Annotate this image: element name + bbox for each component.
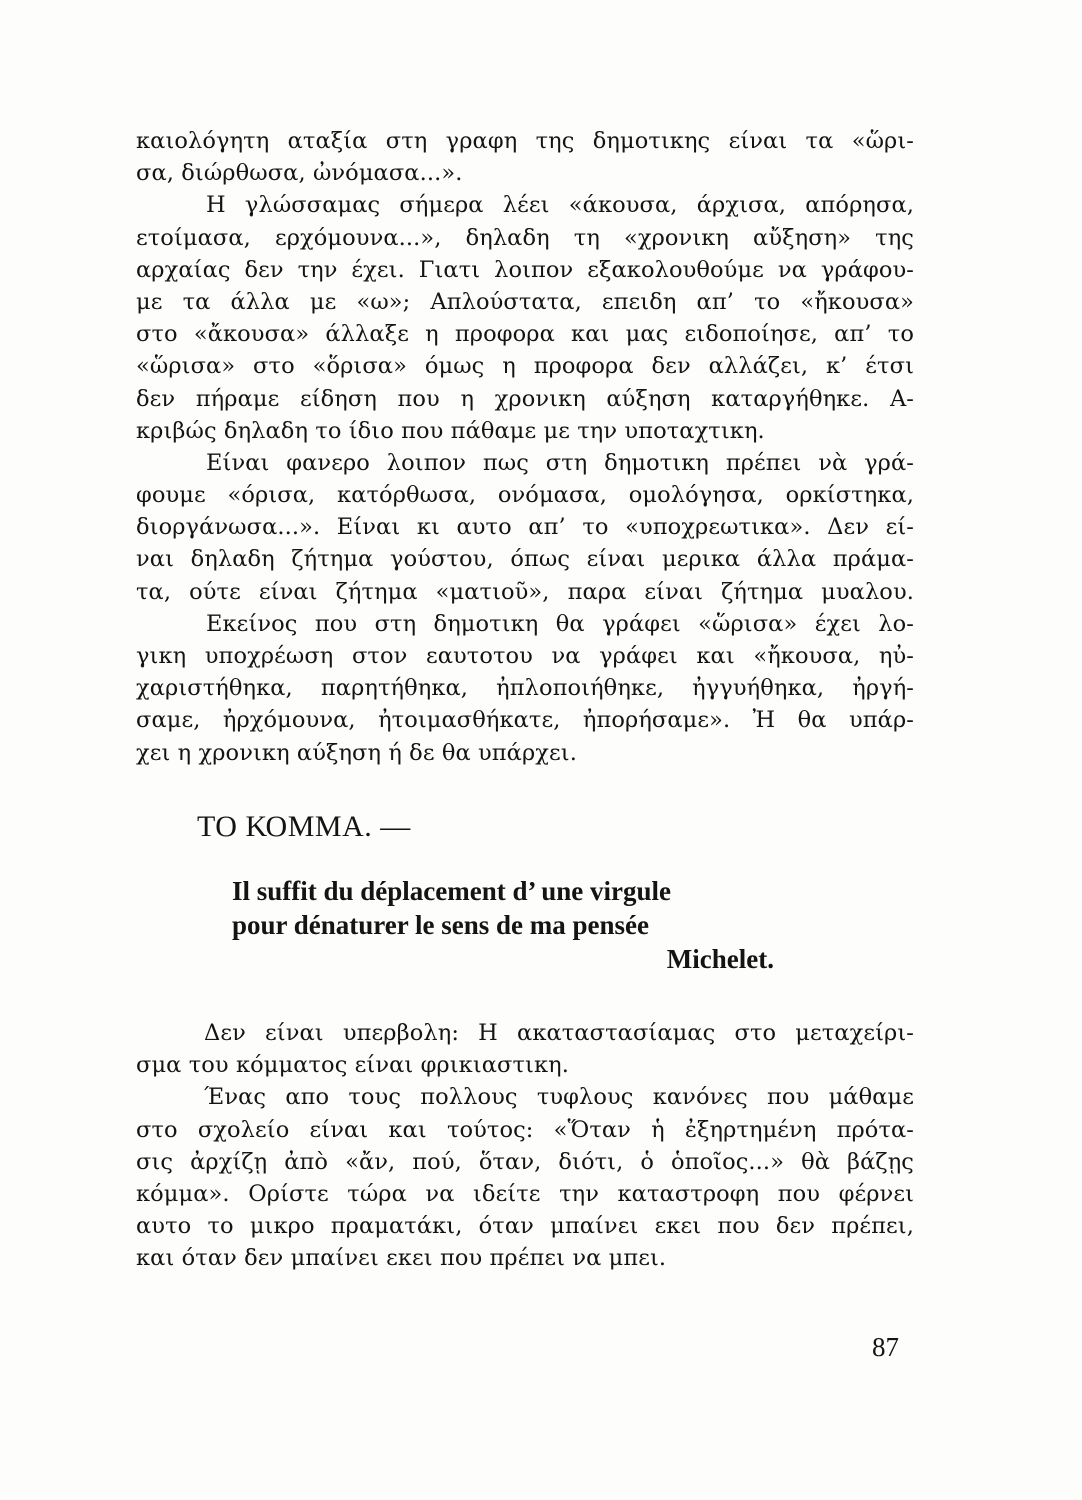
text-line: Δεν είναι υπερβολη: Η ακαταστασίαμας στο μεταχείρι- (204, 1020, 914, 1046)
text-line: φουμε «όρισα, κατόρθωσα, ονόμασα, ομολόγησα, ορκίστηκα, (136, 482, 914, 509)
text-line: στο «ἄκουσα» άλλαξε η προφορα και μας ειδοποίησε, απ’ το (136, 321, 914, 348)
section-heading: ΤΟ ΚΟΜΜΑ. — (197, 810, 411, 843)
text-line: ναι δηλαδη ζήτημα γούστου, όπως είναι μερικα άλλα πράμα- (136, 546, 914, 573)
text-line: καιολόγητη αταξία στη γραφη της δημοτικης είναι τα «ὥρι- (136, 128, 914, 154)
text-line: Ένας απο τους πολλους τυφλους κανόνες που μάθαμε (204, 1084, 914, 1111)
text-line: με τα άλλα με «ω»; Απλούστατα, επειδη απ’ το «ἤκουσα» (136, 288, 914, 315)
epigraph-author: Michelet. (666, 944, 774, 974)
text-line: Είναι φανερο λοιπον πως στη δημοτικη πρέπει νὰ γρά- (206, 449, 914, 476)
text-line: και όταν δεν μπαίνει εκει που πρέπει να μπει. (136, 1245, 667, 1272)
text-line: στο σχολείο είναι και τούτος: «Ὅταν ἡ ἐξηρτημένη πρότα- (136, 1116, 914, 1143)
text-line: χει η χρονικη αύξηση ή δε θα υπάρχει. (136, 739, 577, 766)
page-number: 87 (872, 1332, 899, 1362)
epigraph-line: Il suffit du déplacement d’ une virgule (232, 876, 672, 906)
text-line: αυτο το μικρο πραματάκι, όταν μπαίνει εκει που δεν πρέπει, (136, 1213, 914, 1240)
main-text-block (136, 125, 914, 769)
text-line: σμα του κόμματος είναι φρικιαστικη. (136, 1052, 569, 1079)
text-line: Εκείνος που στη δημοτικη θα γράφει «ὥρισα» έχει λο- (206, 610, 914, 637)
text-line: διοργάνωσα...». Είναι κι αυτο απ’ το «υποχρεωτικα». Δεν εί- (136, 514, 914, 541)
text-line: τα, ούτε είναι ζήτημα «ματιοῦ», παρα είναι ζήτημα μυαλου. (136, 578, 914, 605)
text-line: «ὥρισα» στο «ὅρισα» όμως η προφορα δεν αλλάζει, κ’ έτσι (136, 353, 914, 380)
text-line: Η γλώσσαμας σήμερα λέει «άκουσα, άρχισα, απόρησα, (206, 192, 914, 219)
text-line: δεν πήραμε είδηση που η χρονικη αύξηση καταργήθηκε. Α- (136, 385, 914, 412)
text-line: σα, διώρθωσα, ὠνόμασα...». (136, 160, 463, 187)
text-line: κόμμα». Ορίστε τώρα να ιδείτε την καταστροφη που φέρνει (136, 1180, 914, 1207)
text-line: κριβώς δηλαδη το ίδιο που πάθαμε με την υποταχτικη. (136, 417, 765, 444)
text-line: αρχαίας δεν την έχει. Γιατι λοιπον εξακολουθούμε να γράφου- (136, 256, 914, 283)
text-line: χαριστήθηκα, παρητήθηκα, ἠπλοποιήθηκε, ἠγγυήθηκα, ἠργή- (136, 675, 914, 702)
epigraph-line: pour dénaturer le sens de ma pensée (232, 910, 650, 940)
epigraph-quote (232, 874, 774, 976)
text-line: ετοίμασα, ερχόμουνα...», δηλαδη τη «χρονικη αὔξηση» της (136, 224, 914, 251)
text-line: γικη υποχρέωση στον εαυτοτου να γράφει και «ἤκουσα, ηὐ- (136, 643, 914, 669)
section-text-block (136, 1017, 914, 1275)
text-line: σαμε, ἠρχόμουνα, ἠτοιμασθήκατε, ἠπορήσαμε». Ἠ θα υπάρ- (136, 707, 914, 734)
text-line: σις ἀρχίζῃ ἀπὸ «ἄν, πού, ὅταν, διότι, ὁ ὁποῖος...» θὰ βάζῃς (136, 1148, 914, 1175)
